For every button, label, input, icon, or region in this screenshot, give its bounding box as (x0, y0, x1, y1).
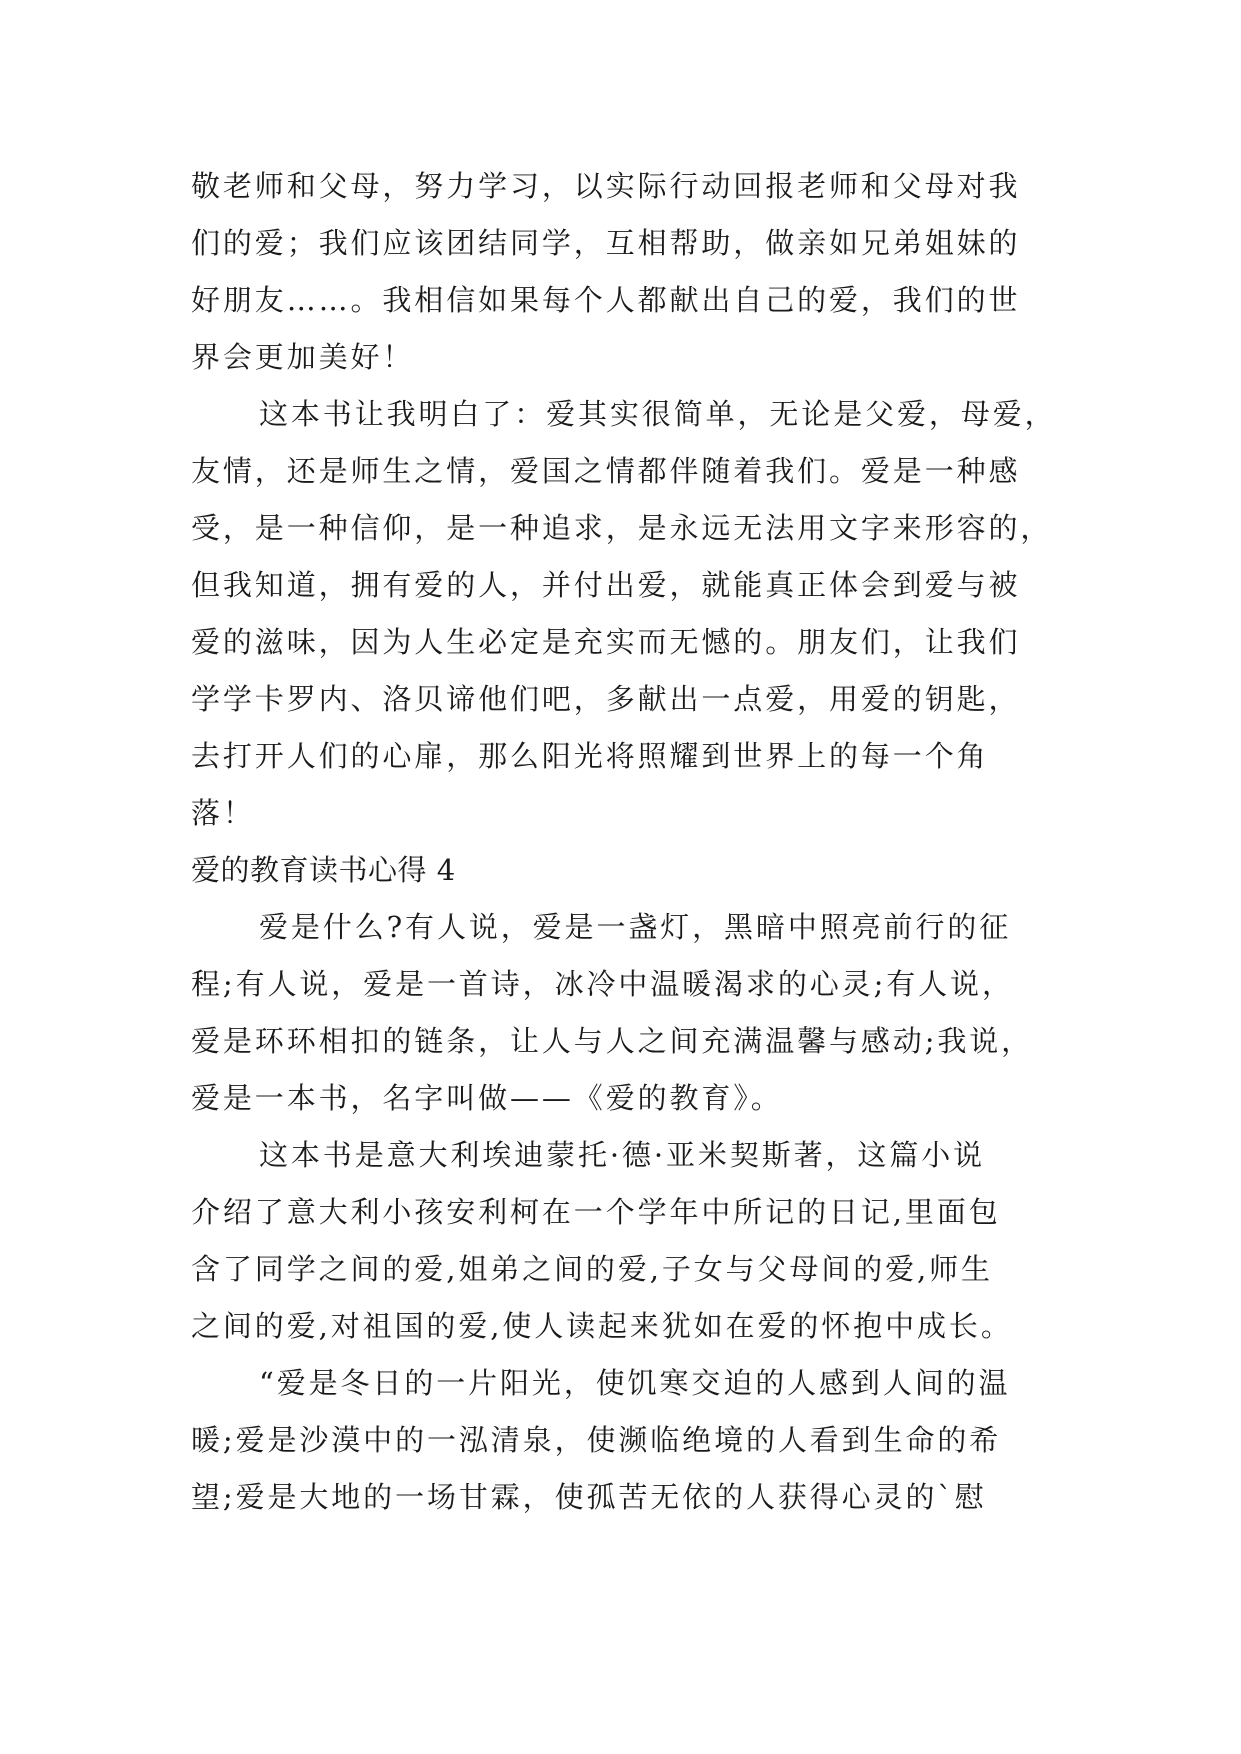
text-line: 介绍了意大利小孩安利柯在一个学年中所记的日记,里面包 (191, 1195, 1001, 1229)
text-line: 好朋友……。我相信如果每个人都献出自己的爱，我们的世 (191, 283, 1021, 317)
text-line: 之间的爱,对祖国的爱,使人读起来犹如在爱的怀抱中成长。 (191, 1309, 1013, 1343)
text-line: 落！ (191, 796, 255, 830)
paragraph-first-line: 这本书让我明白了：爱其实很简单，无论是父爱，母爱， (259, 397, 1057, 431)
text-line: 敬老师和父母，努力学习，以实际行动回报老师和父母对我 (191, 169, 1021, 203)
text-line: 暖;爱是沙漠中的一泓清泉，使濒临绝境的人看到生命的希 (191, 1423, 1002, 1457)
text-line: 但我知道，拥有爱的人，并付出爱，就能真正体会到爱与被 (191, 568, 1021, 602)
text-line: 受，是一种信仰，是一种追求，是永远无法用文字来形容的， (191, 511, 1053, 545)
text-line: 爱是环环相扣的链条，让人与人之间充满温馨与感动;我说， (191, 1024, 1034, 1058)
text-line: 界会更加美好！ (191, 340, 415, 374)
section-heading: 爱的教育读书心得 4 (191, 853, 456, 887)
document-body (191, 158, 1061, 1526)
paragraph-first-line: 这本书是意大利埃迪蒙托·德·亚米契斯著，这篇小说 (259, 1138, 986, 1172)
text-line: 们的爱；我们应该团结同学，互相帮助，做亲如兄弟姐妹的 (191, 226, 1021, 260)
text-line: 爱的滋味，因为人生必定是充实而无憾的。朋友们，让我们 (191, 625, 1021, 659)
text-line: 程;有人说，爱是一首诗，冰冷中温暖渴求的心灵;有人说， (191, 967, 1014, 1001)
text-line: 去打开人们的心扉，那么阳光将照耀到世界上的每一个角 (191, 739, 989, 773)
text-line: 含了同学之间的爱,姐弟之间的爱,子女与父母间的爱,师生 (191, 1252, 993, 1286)
text-line: 学学卡罗内、洛贝谛他们吧，多献出一点爱，用爱的钥匙， (191, 682, 1021, 716)
text-line: 友情，还是师生之情，爱国之情都伴随着我们。爱是一种感 (191, 454, 1021, 488)
text-line: 爱是一本书，名字叫做——《爱的教育》。 (191, 1081, 783, 1115)
text-line: 望;爱是大地的一场甘霖，使孤苦无依的人获得心灵的`慰 (191, 1480, 987, 1514)
paragraph-first-line: “爱是冬日的一片阳光，使饥寒交迫的人感到人间的温 (259, 1366, 1011, 1400)
paragraph-first-line: 爱是什么?有人说，爱是一盏灯，黑暗中照亮前行的征 (259, 910, 1012, 944)
